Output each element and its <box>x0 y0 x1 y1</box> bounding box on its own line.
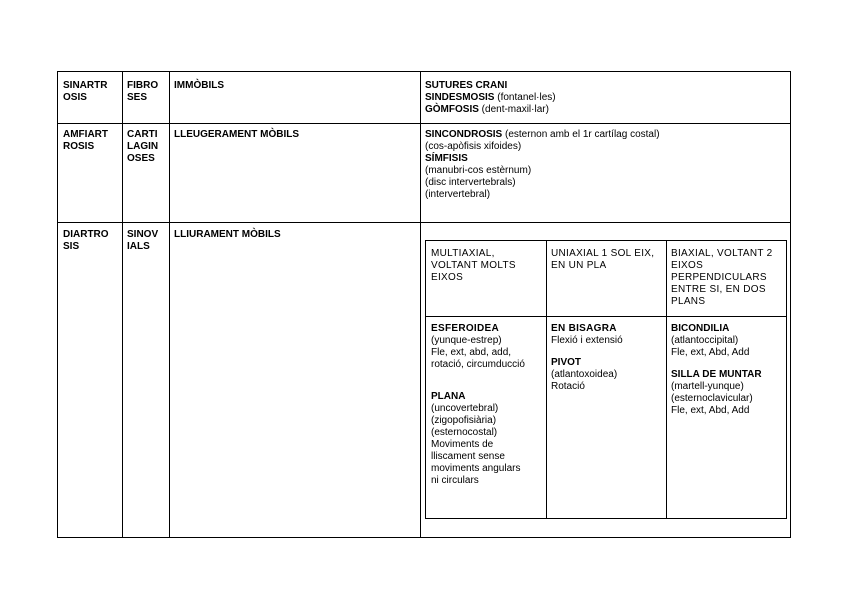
column-divider-2 <box>169 72 170 537</box>
subtable-divider-2 <box>666 241 667 518</box>
row2-mobility: LLEUGERAMENT MÒBILS <box>174 129 299 140</box>
plana-line: (zigopofisiària) <box>431 415 497 426</box>
silla-line: (esternoclavicular) <box>671 393 753 404</box>
bisagra-line: Flexió i extensió <box>551 335 623 346</box>
row2-desc-line: (cos-apòfisis xifoides) <box>425 141 522 152</box>
row2-desc-line: (disc intervertebrals) <box>425 177 516 188</box>
pivot-title: PIVOT <box>551 357 582 368</box>
row3-tissue: SINOV IALS <box>127 229 159 252</box>
silla-title: SILLA DE MUNTAR <box>671 369 762 380</box>
header-uniaxial: UNIAXIAL 1 SOL EIX, EN UN PLA <box>551 248 655 271</box>
diartrosis-subtable <box>425 240 787 519</box>
pivot-line: Rotació <box>551 381 585 392</box>
row1-desc-line: SINDESMOSIS (fontanel·les) <box>425 92 556 103</box>
plana-line: moviments angulars <box>431 463 521 474</box>
plana-line: (uncovertebral) <box>431 403 499 414</box>
multiaxial-body <box>431 323 543 487</box>
classification-table <box>57 71 791 538</box>
row2-joint-type: AMFIART ROSIS <box>63 129 108 152</box>
row1-desc-line: GÒMFOSIS (dent-maxil·lar) <box>425 104 549 115</box>
biaxial-body <box>671 323 783 417</box>
row2-desc-line: SINCONDROSIS (esternon amb el 1r cartílag costal) <box>425 129 660 140</box>
header-biaxial: BIAXIAL, VOLTANT 2 EIXOS PERPENDICULARS ENTRE SI, EN DOS PLANS <box>671 248 773 307</box>
plana-line: Moviments de <box>431 439 494 450</box>
row3-mobility: LLIURAMENT MÒBILS <box>174 229 281 240</box>
pivot-line: (atlantoxoidea) <box>551 369 618 380</box>
row1-desc-line: SUTURES CRANI <box>425 80 508 91</box>
row-divider-2 <box>58 222 790 223</box>
esferoidea-line: (yunque-estrep) <box>431 335 502 346</box>
subtable-header-divider <box>426 316 786 317</box>
row1-tissue: FIBRO SES <box>127 80 159 103</box>
esferoidea-title: ESFEROIDEA <box>431 323 500 334</box>
uniaxial-body <box>551 323 663 393</box>
subtable-divider-1 <box>546 241 547 518</box>
row2-description <box>425 129 785 201</box>
row2-desc-line: (intervertebral) <box>425 189 491 200</box>
column-divider-3 <box>420 72 421 537</box>
plana-line: (esternocostal) <box>431 427 498 438</box>
row-divider-1 <box>58 123 790 124</box>
esferoidea-line: rotació, circumducció <box>431 359 525 370</box>
bisagra-title: EN BISAGRA <box>551 323 617 334</box>
bicondilia-line: (atlantoccipital) <box>671 335 739 346</box>
bicondilia-title: BICONDILIA <box>671 323 730 334</box>
column-divider-1 <box>122 72 123 537</box>
silla-line: Fle, ext, Abd, Add <box>671 405 750 416</box>
silla-line: (martell-yunque) <box>671 381 744 392</box>
header-multiaxial: MULTIAXIAL, VOLTANT MOLTS EIXOS <box>431 248 516 283</box>
row1-description <box>425 80 785 116</box>
row1-joint-type: SINARTR OSIS <box>63 80 108 103</box>
row2-tissue: CARTI LAGIN OSES <box>127 129 159 164</box>
plana-title: PLANA <box>431 391 466 402</box>
plana-line: ni circulars <box>431 475 479 486</box>
row2-desc-line: SÍMFISIS <box>425 153 468 164</box>
bicondilia-line: Fle, ext, Abd, Add <box>671 347 750 358</box>
esferoidea-line: Fle, ext, abd, add, <box>431 347 512 358</box>
plana-line: lliscament sense <box>431 451 505 462</box>
row3-joint-type: DIARTRO SIS <box>63 229 109 252</box>
row1-mobility: IMMÒBILS <box>174 80 224 91</box>
row2-desc-line: (manubri-cos estèrnum) <box>425 165 532 176</box>
